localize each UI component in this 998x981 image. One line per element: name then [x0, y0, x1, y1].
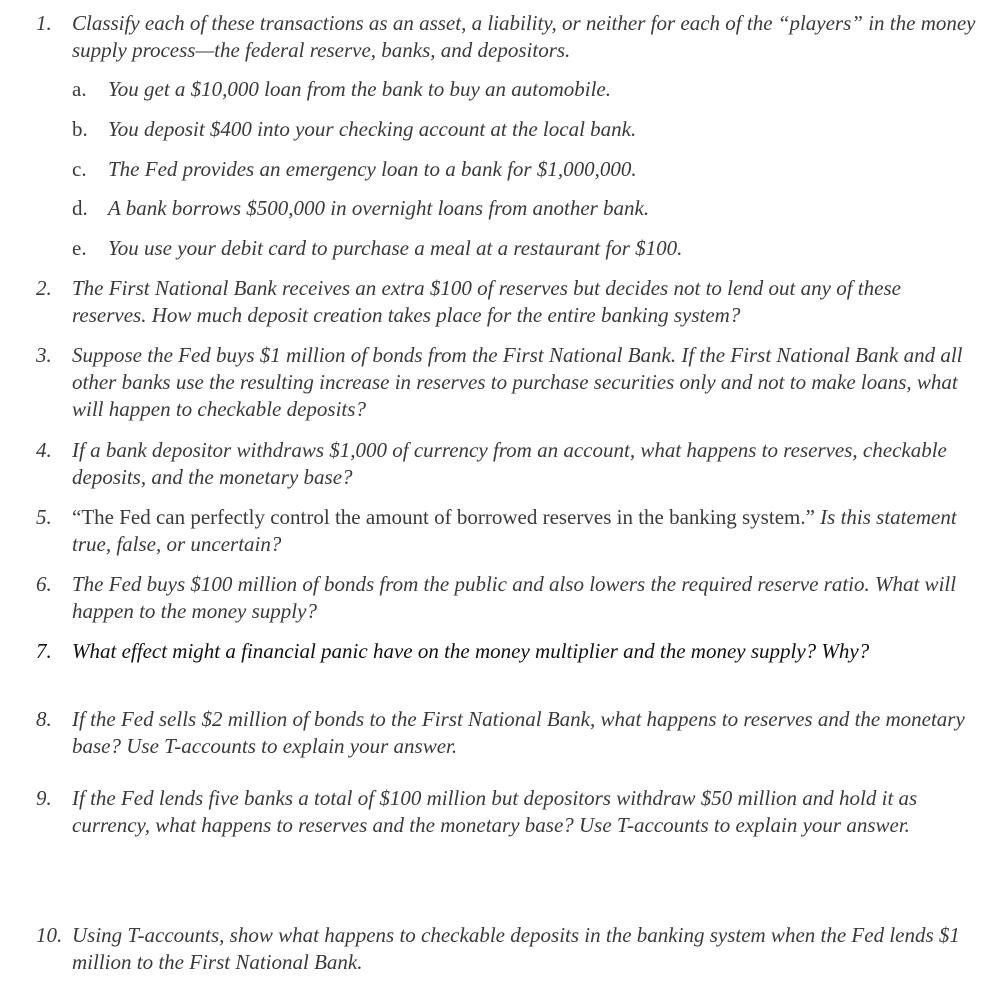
subitem-text: A bank borrows $500,000 in overnight loans from another bank.	[108, 196, 650, 220]
question-number: 2.	[36, 276, 52, 300]
question-number: 3.	[36, 343, 52, 367]
question-9	[36, 785, 976, 839]
question-text: Classify each of these transactions as an asset, a liability, or neither for each of the “players” in the money supply process—the federal reserve, banks, and depositors.	[72, 11, 976, 62]
question-3	[36, 342, 976, 423]
question-text: Suppose the Fed buys $1 million of bonds from the First National Bank. If the First National Bank and all other banks use the resulting increase in reserves to purchase securities only and not to make loans, what will happen to checkable deposits?	[72, 343, 963, 421]
question-text: If a bank depositor withdraws $1,000 of currency from an account, what happens to reserves, checkable deposits, and the monetary base?	[72, 438, 947, 489]
question-number: 9.	[36, 786, 52, 810]
subitem-letter: e.	[72, 236, 87, 260]
subitem-text: You use your debit card to purchase a meal at a restaurant for $100.	[108, 236, 683, 260]
subitem-letter: d.	[72, 196, 88, 220]
question-number: 7.	[36, 639, 52, 663]
question-4	[36, 437, 976, 491]
question-8	[36, 706, 976, 760]
question-tail: Is this statement true, false, or uncertain?	[72, 505, 957, 556]
question-10	[36, 922, 976, 976]
question-number: 10.	[36, 923, 63, 947]
subitem-d	[72, 195, 972, 222]
subitem-text: You get a $10,000 loan from the bank to buy an automobile.	[108, 77, 612, 101]
question-text: The First National Bank receives an extra $100 of reserves but decides not to lend out any of these reserves. How much deposit creation takes place for the entire banking system?	[72, 276, 901, 327]
subitem-c	[72, 156, 972, 183]
subitem-b	[72, 116, 972, 143]
question-text: What effect might a financial panic have on the money multiplier and the money supply? Why?	[72, 639, 870, 663]
subitem-a	[72, 76, 972, 103]
question-1	[36, 10, 976, 64]
subitem-letter: a.	[72, 77, 87, 101]
question-6	[36, 571, 976, 625]
subitem-letter: b.	[72, 117, 88, 141]
question-text: If the Fed lends five banks a total of $100 million but depositors withdraw $50 million and hold it as currency, what happens to reserves and the monetary base? Use T-accounts to explain your answer.	[72, 786, 918, 837]
question-number: 4.	[36, 438, 52, 462]
question-2	[36, 275, 976, 329]
question-5	[36, 504, 976, 558]
question-quote: “The Fed can perfectly control the amount of borrowed reserves in the banking system.”	[72, 505, 815, 529]
question-text: If the Fed sells $2 million of bonds to the First National Bank, what happens to reserves and the monetary base? Use T-accounts to explain your answer.	[72, 707, 965, 758]
question-text: The Fed buys $100 million of bonds from the public and also lowers the required reserve ratio. What will happen to the money supply?	[72, 572, 957, 623]
subitem-text: The Fed provides an emergency loan to a bank for $1,000,000.	[108, 157, 637, 181]
question-7	[36, 638, 976, 665]
question-number: 8.	[36, 707, 52, 731]
question-number: 1.	[36, 11, 52, 35]
subitem-letter: c.	[72, 157, 87, 181]
subitem-e	[72, 235, 972, 262]
subitem-text: You deposit $400 into your checking account at the local bank.	[108, 117, 637, 141]
question-number: 6.	[36, 572, 52, 596]
question-text: Using T-accounts, show what happens to checkable deposits in the banking system when the Fed lends $1 million to the First National Bank.	[72, 923, 960, 974]
question-text	[72, 504, 976, 558]
question-number: 5.	[36, 505, 52, 529]
